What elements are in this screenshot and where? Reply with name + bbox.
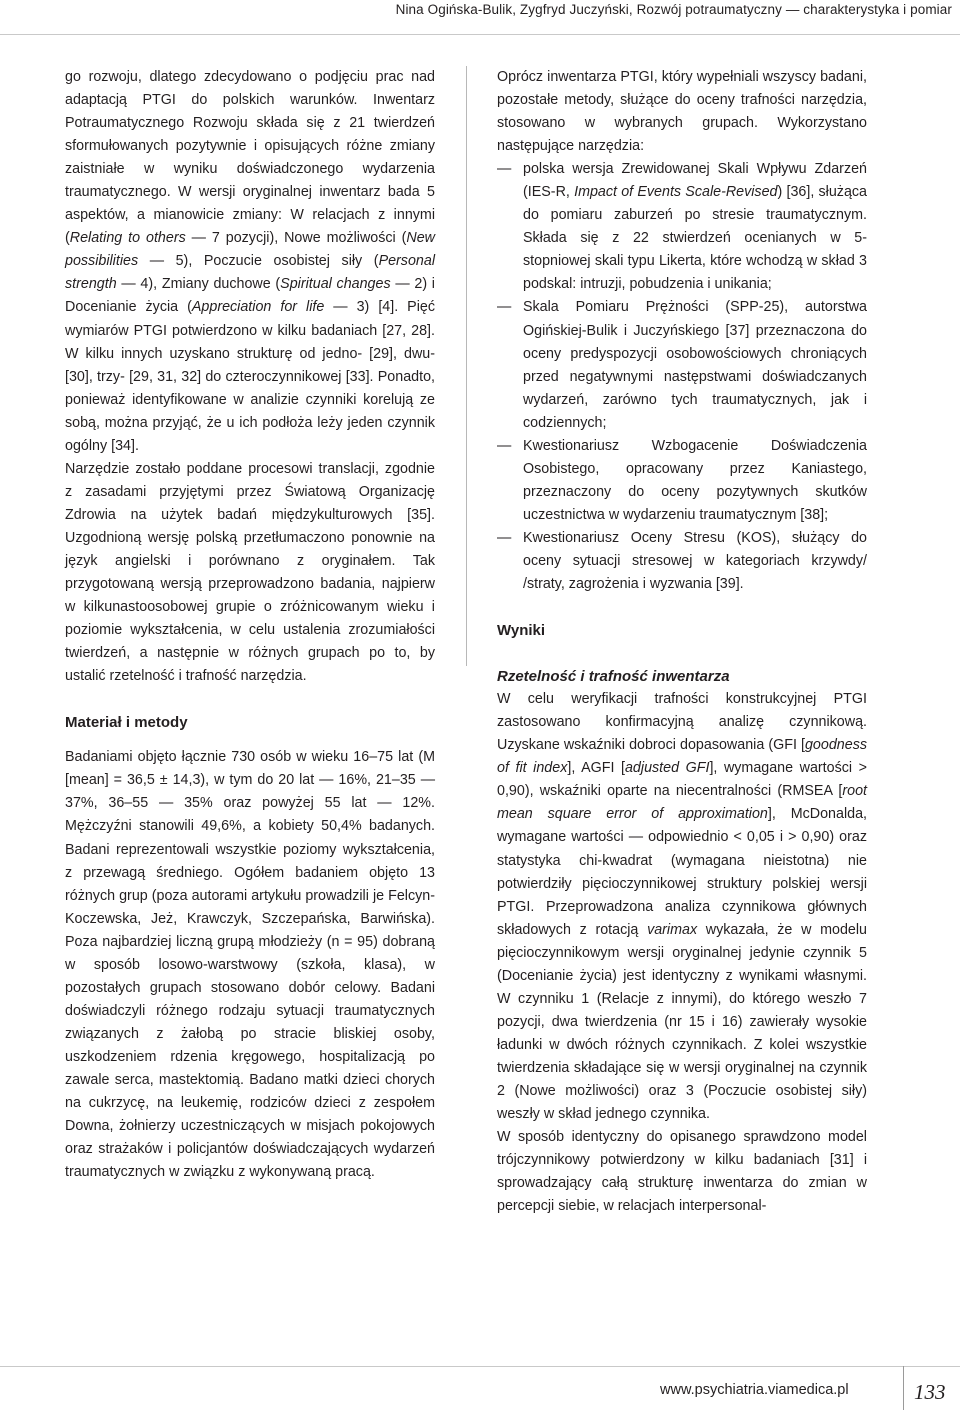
footer-website-link[interactable]: www.psychiatria.viamedica.pl [660, 1382, 849, 1398]
subsection-heading-reliability: Rzetelność i trafność inwentarza [497, 668, 730, 686]
footer-divider [0, 1366, 960, 1367]
list-dash: — [497, 299, 512, 316]
tools-list [497, 158, 867, 596]
list-item: — Kwestionariusz Wzbogacenie Doświadczenia Osobistego, opracowany przez Kaniastego, przeznaczony do oceny pozytywnych skutków uczestnictwa w wydarzeniu traumatycznym [38]; [497, 435, 867, 527]
list-item: — Skala Pomiaru Prężności (SPP-25), autorstwa Ogińskiej-Bulik i Juczyńskiego [37] przeznaczona do oceny predyspozycji osobowościowych chroniących przed negatywnymi następstwami doświadczanych wydarzeń, zarówno tych traumatycznych, jak i codziennych; [497, 296, 867, 434]
left-column [65, 66, 435, 1184]
left-paragraph-2: Narzędzie zostało poddane procesowi translacji, zgodnie z zasadami przyjętymi przez Światową Organizację Zdrowia na użytek badań międzykulturowych [35]. Uzgodnioną wersję polską przetłumaczono ponownie na język angielski i porównano z oryginałem. Tak przygotowaną wersją przeprowadzono badania, najpierw w kilkunastoosobowej grupie o zróżnicowanym wieku i poziomie wykształcenia, w celu ustalenia zrozumiałości twierdzeń, a następnie w różnych grupach po to, by ustalić rzetelność i trafność narzędzia. [65, 460, 435, 685]
list-dash: — [497, 529, 512, 546]
right-paragraph-2: W sposób identyczny do opisanego sprawdzono model trójczynnikowy potwierdzony w kilku badaniach [31] i sprowadzający całą strukturę inwentarza do zmian w percepcji siebie, w relacjach interpersonal- [497, 1129, 867, 1215]
list-item: — polska wersja Zrewidowanej Skali Wpływu Zdarzeń (IES-R, Impact of Events Scale-Revised) [36], służąca do pomiaru zaburzeń po stresie traumatycznym. Składa się z 22 stwierdzeń ocenianych w 5-stopniowej skali typu Likerta, które wchodzą w skład 3 podskal: intruzji, pobudzenia i unikania; [497, 158, 867, 296]
right-paragraph-1: W celu weryfikacji trafności konstrukcyjnej PTGI zastosowano konfirmacyjną analizę czynnikową. Uzyskane wskaźniki dobroci dopasowania (GFI [goodness of fit index], AGFI [adjusted GFI], wymagane wartości > 0,90), wskaźniki oparte na niecentralności (RMSEA [root mean square error of approximation], McDonalda, wymagane wartości — odpowiednio < 0,05 i > 0,90) oraz statystyka chi-kwadrat (wymagana nieistotna) nie potwierdziły pięcioczynnikowej struktury polskiej wersji PTGI. Przeprowadzona analiza czynnikowa głównych składowych z rotacją varimax wykazała, że w modelu pięcioczynnikowym wersji oryginalnej jedynie czynnik 5 (Docenianie życia) jest identyczny z wynikami własnymi. W czynniku 1 (Relacje z innymi), do którego weszło 7 pozycji, dwa twierdzenia (nr 15 i 16) zawierały wysokie ładunki w dwóch różnych czynnikach. Z kolei wszystkie twierdzenia składające się w wersji oryginalnej na czynnik 2 (Nowe możliwości) oraz 3 (Poczucie osobistej siły) weszły w skład jednego czynnika. [497, 691, 867, 1123]
header-title: Nina Ogińska-Bulik, Zygfryd Juczyński, Rozwój potraumatyczny — charakterystyka i pomiar [395, 2, 952, 17]
right-intro-paragraph: Oprócz inwentarza PTGI, który wypełniali wszyscy badani, pozostałe metody, służące do oceny trafności narzędzia, stosowano w wybranych grupach. Wykorzystano następujące narzędzia: [497, 69, 867, 155]
list-dash: — [497, 161, 512, 178]
section-heading-methods: Materiał i metody [65, 714, 188, 732]
list-dash: — [497, 437, 512, 454]
right-column [497, 66, 867, 1218]
running-header [0, 0, 960, 35]
list-item: — Kwestionariusz Oceny Stresu (KOS), służący do oceny sytuacji stresowej w kategoriach krzywdy/ /straty, zagrożenia i wyzwania [39]. [497, 527, 867, 596]
left-paragraph-1: go rozwoju, dlatego zdecydowano o podjęciu prac nad adaptacją PTGI do polskich warunków. Inwentarz Potraumatycznego Rozwoju składa się z 21 twierdzeń sformułowanych pozytywnie i opisujących różne zmiany zaistniałe w wyniku doświadczonego wydarzenia traumatycznego. W wersji oryginalnej inwentarz bada 5 aspektów, a mianowicie zmiany: W relacjach z innymi (Relating to others — 7 pozycji), Nowe możliwości (New possibilities — 5), Poczucie osobistej siły (Personal strength — 4), Zmiany duchowe (Spiritual changes — 2) i Docenianie życia (Appreciation for life — 3) [4]. Pięć wymiarów PTGI potwierdzono w kilku badaniach [27, 28]. W kilku innych uzyskano strukturę od jedno- [29], dwu- [30], trzy- [29, 31, 32] do czteroczynnikowej [33]. Ponadto, ponieważ identyfikowane w analizie czynniki korelują ze sobą, można przyjąć, że u ich podłoża leży jeden czynnik ogólny [34]. [65, 69, 435, 454]
page-number: 133 [914, 1380, 946, 1404]
section-heading-results: Wyniki [497, 622, 546, 640]
left-paragraph-3: Badaniami objęto łącznie 730 osób w wieku 16–75 lat (M [mean] = 36,5 ± 14,3), w tym do 20 lat — 16%, 21–35 — 37%, 36–55 — 35% oraz powyżej 55 lat — 12%. Mężczyźni stanowili 49,6%, a kobiety 50,4% badanych. Badani reprezentowali wszystkie poziomy wykształcenia, z przewagą średniego. Ogółem badaniem objęto 13 różnych grup (poza autorami artykułu prowadzili je Felcyn-Koczewska, Jeż, Krawczyk, Szczepańska, Barwińska). Poza najbardziej liczną grupą młodzieży (n = 95) dobraną w sposób losowo-warstwowy (szkoła, klasa), w pozostałych grupach stosowano dobór celowy. Badani doświadczyli różnego rodzaju sytuacji traumatycznych związanych z żałobą po stracie bliskiej osoby, uszkodzeniem rdzenia kręgowego, hospitalizacją po zawale serca, mastektomią. Badano matki dzieci chorych na cukrzycę, na leukemię, rodziców dzieci z zespołem Downa, żołnierzy uczestniczących w misjach pokojowych oraz strażaków i policjantów doświadczających wydarzeń traumatycznych w związku z wykonywaną pracą. [65, 749, 435, 1181]
column-divider [466, 66, 467, 666]
footer-separator [903, 1366, 904, 1410]
